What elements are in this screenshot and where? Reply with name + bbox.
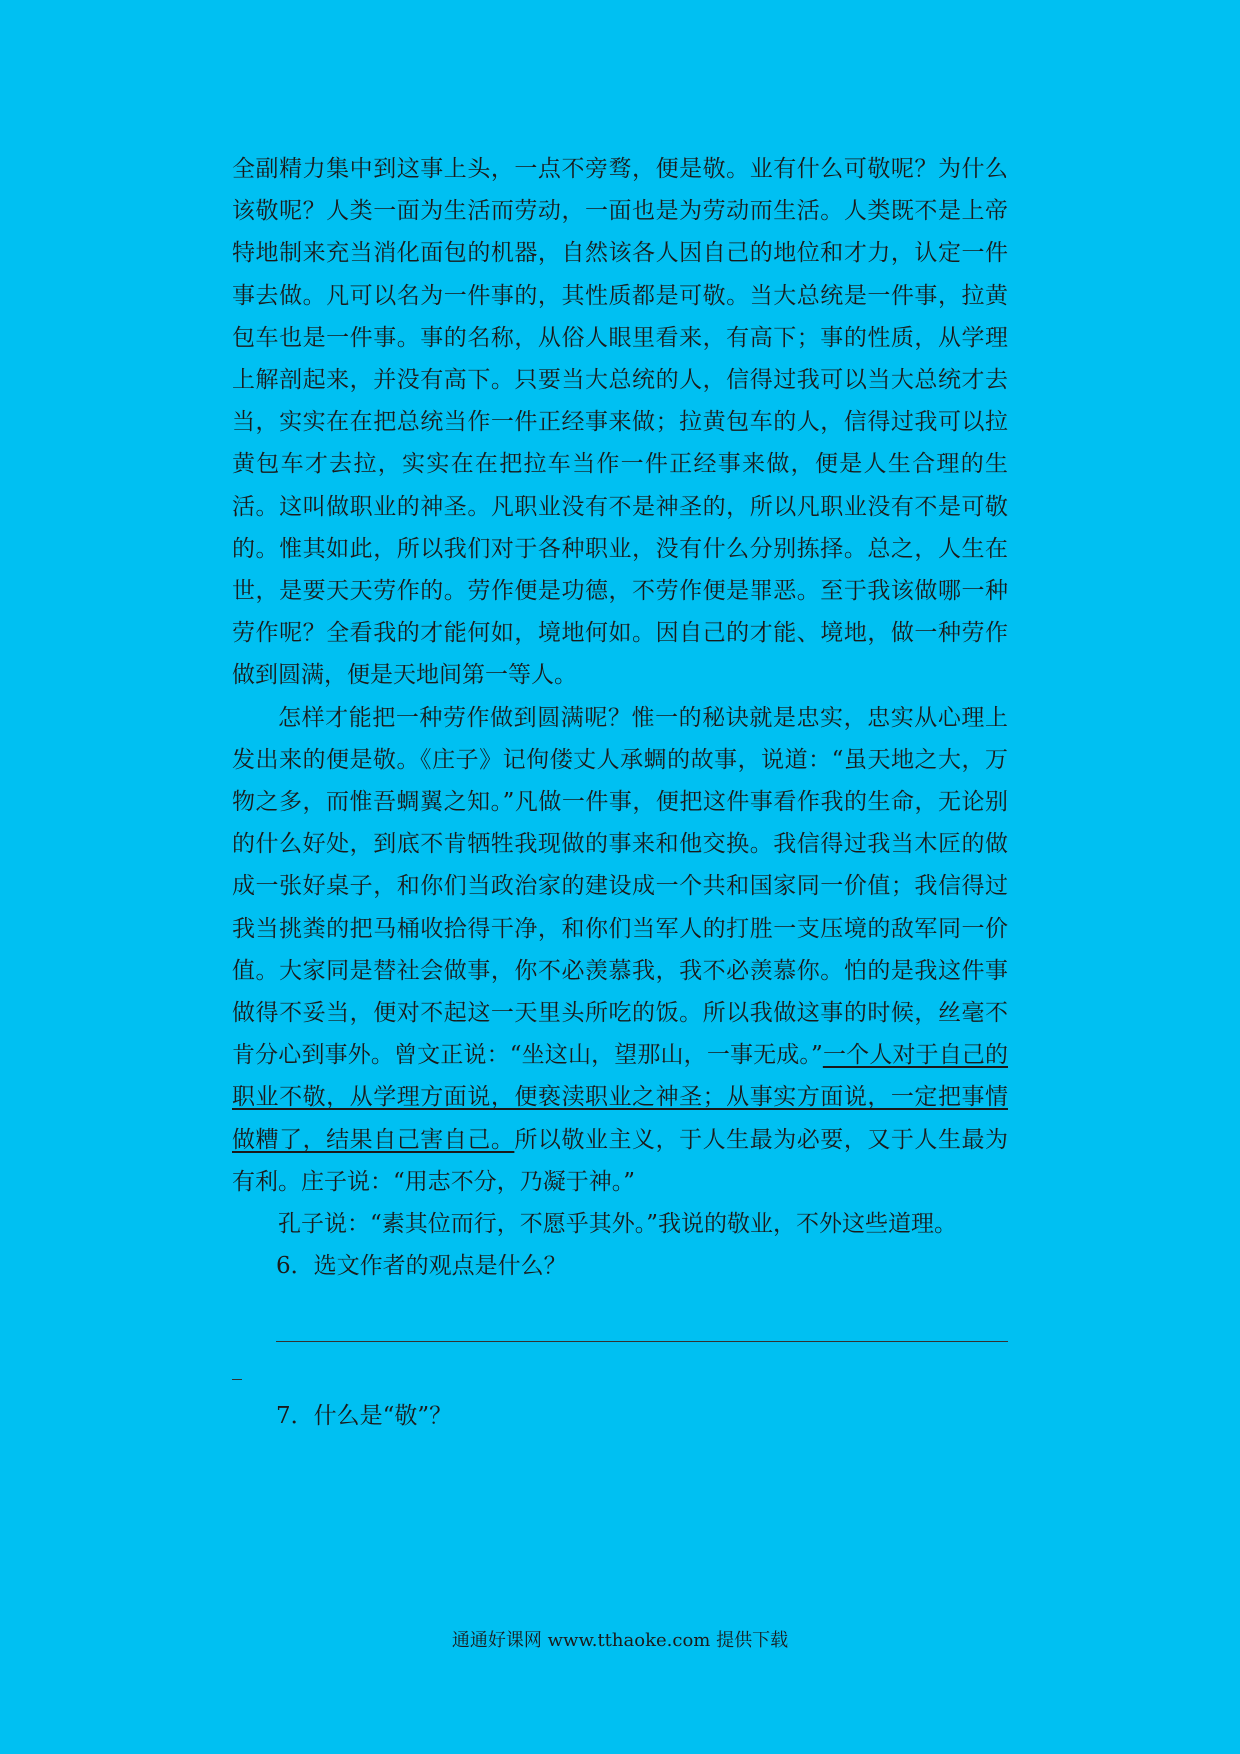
- answer-rule-continuation: [232, 1379, 242, 1380]
- page-footer: 通通好课网 www.tthaoke.com 提供下载: [451, 1630, 789, 1651]
- answer-blank-q6[interactable]: [232, 1287, 1008, 1371]
- underlined-sentence: 一个人对于自己的职业不敬，从学理方面说，便亵渎职业之神圣；从事实方面说，一定把事情做糟了，结果自己害自己。: [232, 1042, 1008, 1153]
- question-6: 6．选文作者的观点是什么？: [276, 1253, 567, 1280]
- paragraph-2: [232, 697, 1008, 1203]
- paragraph-2-ending: 所以敬业主义，于人生最为必要，又于人生最为有利。庄子说：“用志不分，乃凝于神。”: [232, 1126, 1008, 1195]
- paragraph-1: 全副精力集中到这事上头，一点不旁骛，便是敬。业有什么可敬呢？为什么该敬呢？人类一面为生活而劳动，一面也是为劳动而生活。人类既不是上帝特地制来充当消化面包的机器，自然该各人因自己的地位和才力，认定一件事去做。凡可以名为一件事的，其性质都是可敬。当大总统是一件事，拉黄包车也是一件事。事的名称，从俗人眼里看来，有高下；事的性质，从学理上解剖起来，并没有高下。只要当大总统的人，信得过我可以当大总统才去当，实实在在把总统当作一件正经事来做；拉黄包车的人，信得过我可以拉黄包车才去拉，实实在在把拉车当作一件正经事来做，便是人生合理的生活。这叫做职业的神圣。凡职业没有不是神圣的，所以凡职业没有不是可敬的。惟其如此，所以我们对于各种职业，没有什么分别拣择。总之，人生在世，是要天天劳作的。劳作便是功德，不劳作便是罪恶。至于我该做哪一种劳作呢？全看我的才能何如，境地何如。因自己的才能、境地，做一种劳作做到圆满，便是天地间第一等人。: [232, 156, 1008, 689]
- document-body: [232, 148, 1008, 1438]
- answer-rule: [276, 1341, 1008, 1342]
- paragraph-2-text: 怎样才能把一种劳作做到圆满呢？惟一的秘诀就是忠实，忠实从心理上发出来的便是敬。《庄子》记佝偻丈人承蜩的故事，说道：“虽天地之大，万物之多，而惟吾蜩翼之知。”凡做一件事，便把这件事看作我的生命，无论别的什么好处，到底不肯牺牲我现做的事来和他交换。我信得过我当木匠的做成一张好桌子，和你们当政治家的建设成一个共和国家同一价值；我信得过我当挑粪的把马桶收拾得干净，和你们当军人的打胜一支压境的敌军同一价值。大家同是替社会做事，你不必羡慕我，我不必羡慕你。怕的是我这件事做得不妥当，便对不起这一天里头所吃的饭。所以我做这事的时候，丝毫不肯分心到事外。曾文正说：“坐这山，望那山，一事无成。”: [232, 704, 1008, 1069]
- paragraph-3: 孔子说：“素其位而行，不愿乎其外。”我说的敬业，不外这些道理。: [278, 1211, 958, 1238]
- question-7: 7．什么是“敬”？: [276, 1403, 453, 1430]
